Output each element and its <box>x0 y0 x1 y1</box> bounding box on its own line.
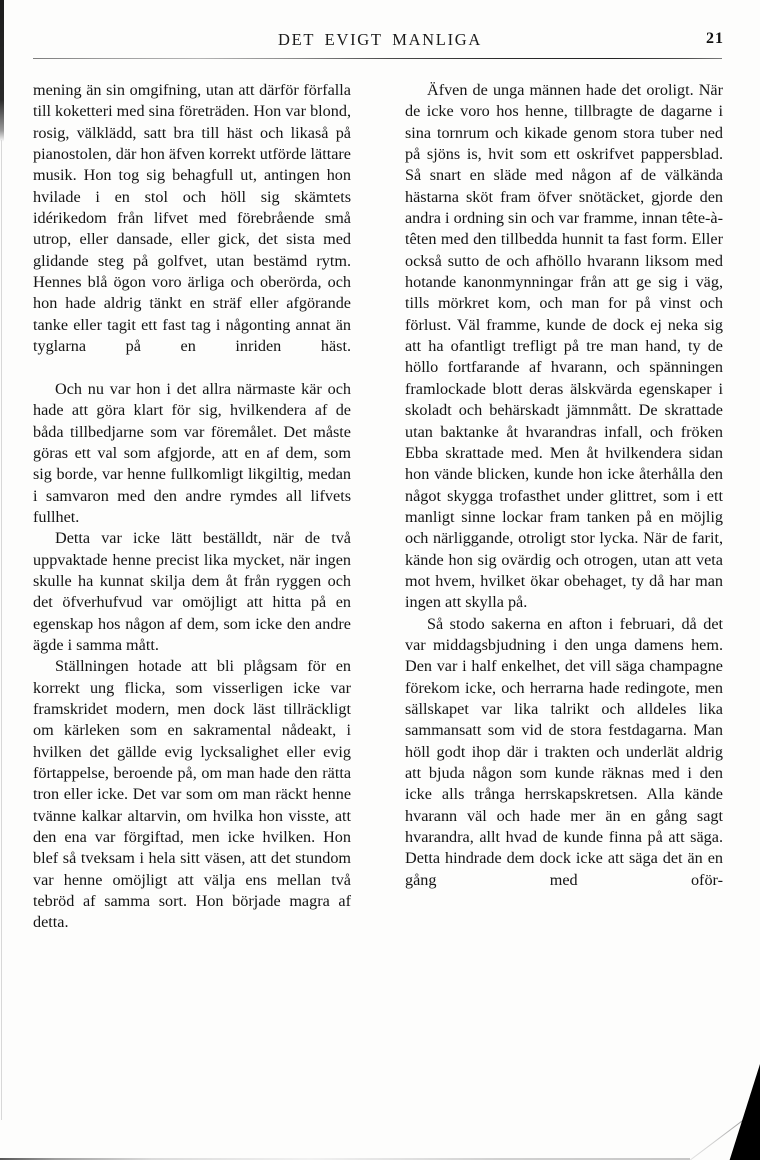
page-number: 21 <box>706 30 724 47</box>
paragraph: Ställningen hotade att bli plågsam för en korrekt ung flicka, som visserligen icke var framskridet modern, men dock läst tillräckligt om kärleken som en sakramental nådeakt, i hvilken det gällde evig lycksalighet eller evig förtappelse, beroende på, om man hade den rätta tron eller icke. Det var som om man räckt henne tvänne kalkar altarvin, om hvilka hon visste, att den ena var förgiftad, men icke hvilken. Hon blef så tveksam i hela sitt väsen, att det stundom var henne omöjligt att välja ens mellan två tebröd af samma sort. Hon började magra af detta. <box>33 657 351 932</box>
paragraph: Detta var icke lätt beställdt, när de två uppvaktade henne precist lika mycket, när ingen skulle ha kunnat skilja dem åt från ryggen och det öfverhufvud var omöjligt att hitta på en egenskap hos någon af dem, som icke den andre ägde i samma mått. <box>33 529 351 654</box>
two-column-text-body <box>33 80 723 934</box>
scan-artifact-corner-wedge <box>714 1064 760 1160</box>
running-head-title: DET EVIGT MANLIGA <box>277 30 483 49</box>
paragraph: mening än sin omgifning, utan att därför förfalla till koketteri med sina företräden. Hon var blond, rosig, välklädd, satt bra till häst och likaså på pianostolen, där hon äfven korrekt utförde lättare musik. Hon tog sig behagfull ut, antingen hon hvilade i en stol och höll sig skämtets idérikedom från lifvet med förebrående små utrop, eller dansade, eller gick, det sista med glidande steg på golfvet, utan bestämd rytm. Hennes blå ögon voro ärliga och oberörda, och hon hade aldrig tänkt en sträf eller afgörande tanke eller tagit ett fast tag i någonting annat än tyglarna på en inriden häst. <box>33 81 351 356</box>
scan-edge-artifact-left <box>0 0 4 142</box>
header-rule <box>33 58 722 59</box>
paragraph: Och nu var hon i det allra närmaste kär och hade att göra klart för sig, hvilkendera af de båda tillbedjarne som var föremålet. Det måste göras ett val som afgjorde, att en af dem, som sig borde, var henne fullkomligt likgiltig, medan i samvaron med den andre rymdes all lifvets fullhet. <box>33 379 351 526</box>
scan-edge-artifact-left-faint <box>1 140 2 1120</box>
running-head <box>0 30 760 54</box>
right-text-column <box>405 80 723 934</box>
paragraph: Så stodo sakerna en afton i februari, då det var middagsbjudning i den unga damens hem. Den var i half enkelhet, det vill säga champagne förekom icke, och herrarna hade redingote, men sällskapet var lika talrikt och alldeles lika sammansatt som vid de stora festdagarna. Man höll godt ihop där i trakten och underlät aldrig att bjuda någon som kunde räknas med i den icke alls trånga herrskapskretsen. Alla kände hvarann väl och hade mer än en gång sagt hvarandra, allt hvad de kunde finna på att säga. Detta hindrade dem dock icke att säga det än en gång med oför- <box>405 614 723 889</box>
paragraph: Äfven de unga männen hade det oroligt. När de icke voro hos henne, tillbragte de dagarne i sina tornrum och kikade genom stora tuber ned på sjöns is, hvit som ett oskrifvet pappersblad. Så snart en släde med någon af de välkända hästarna sköt fram öfver snötäcket, gjorde den andra i ordning sin och var framme, innan tête-à-têten med den tillbedda hunnit ta fast form. Eller också sutto de och afhöllo hvarann liksom med hotande kanonmynningar från att ge sig i väg, tills mörkret kom, och man for på vinst och förlust. Väl framme, kunde de dock ej neka sig att ha ofantligt trefligt på tre man hand, ty de höllo fortfarande af hvarann, och spänningen framlockade blott deras älskvärda egenskaper i skoladt och behärskadt jämnmått. De skrattade utan baktanke åt hvarandras infall, och fröken Ebba skrattade med. Men åt hvilkendera sidan hon vände blicken, kunde hon icke återhålla den något skygga trofasthet under glittret, som i ett manligt sinne lockar fram tanken på en möjlig och närliggande, otroligt stor lycka. När de farit, kände hon sig ovärdig och otrogen, utan att veta mot hvem, hvilket ökar obehaget, ty då har man ingen att skylla på. <box>405 81 723 612</box>
left-text-column <box>33 80 351 934</box>
